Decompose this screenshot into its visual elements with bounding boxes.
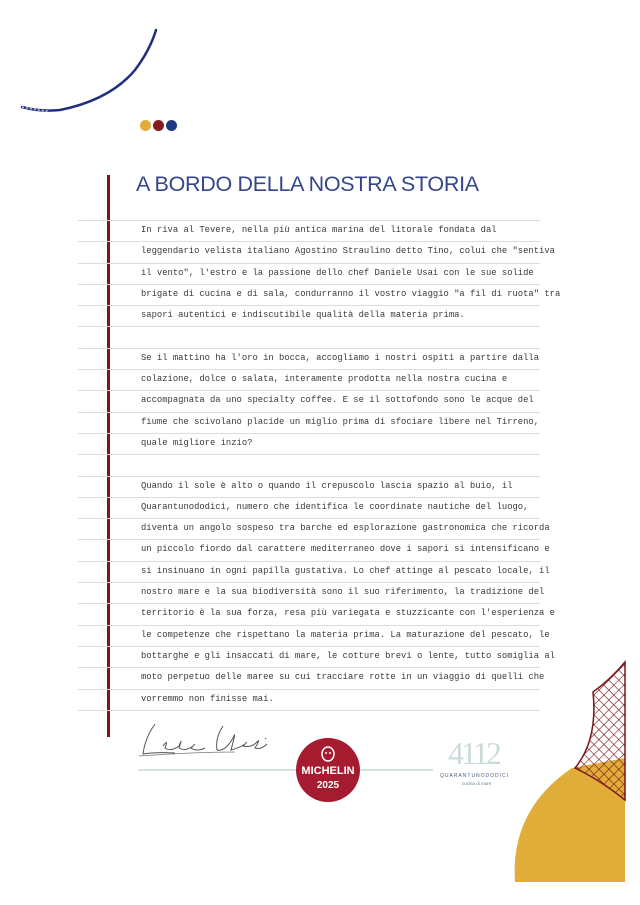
line-text: nostro mare e la sua biodiversità sono il suo riferimento, la tradizione del [141, 587, 545, 598]
line-text: colazione, dolce o salata, interamente prodotta nella nostra cucina e [141, 374, 508, 385]
logo-name: QUARANTUNODODICI [440, 773, 510, 779]
brush-stroke-decoration [0, 0, 170, 120]
line-text: In riva al Tevere, nella più antica marina del litorale fondata dal [141, 225, 497, 235]
line-text: territorio è la sua forza, resa più variegata e stuzzicante con l'esperienza e [141, 608, 555, 619]
text-line [78, 370, 540, 391]
text-line [78, 413, 540, 434]
line-text: vorremmo non finisse mai. [141, 693, 274, 704]
text-line [78, 306, 540, 327]
yellow-dot [140, 120, 151, 131]
text-line [78, 668, 545, 689]
line-text: bottarghe e gli insaccati di mare, le cotture brevi o lente, tutto somiglia al [141, 650, 555, 661]
michelin-year: 2025 [316, 780, 340, 791]
line-text: Quando il sole è alto o quando il crepuscolo lascia spazio al buio, il [141, 480, 513, 491]
line-text: accompagnata da uno specialty coffee. E se il sottofondo sono le acque del [141, 395, 534, 406]
signature [135, 718, 285, 763]
blank-line [78, 455, 540, 476]
line-text: brigate di cucina e di sala, condurranno il vostro viaggio "a fil di ruota" tra [141, 288, 561, 299]
blank-line [78, 327, 540, 348]
text-line [78, 349, 540, 370]
text-line [78, 647, 555, 668]
line-text: leggendario velista italiano Agostino Straulino detto Tino, colui che "sentiva [141, 246, 555, 257]
text-line [78, 285, 561, 306]
text-line [78, 264, 540, 285]
text-line [78, 221, 540, 242]
line-text: diventa un angolo sospeso tra barche ed esplorazione gastronomica che ricorda [141, 523, 550, 534]
michelin-badge [296, 738, 360, 802]
text-line [78, 477, 540, 498]
page-title: A BORDO DELLA NOSTRA STORIA [136, 172, 479, 196]
text-line [78, 391, 540, 412]
amphora-illustration [500, 650, 640, 905]
text-line [78, 690, 540, 711]
text-line [78, 434, 540, 455]
line-text: moto perpetuo delle maree su cui tracciare rotte in un viaggio di quelli che [141, 672, 545, 683]
line-text: un piccolo fiordo dal carattere mediterraneo dove i sapori si intensificano e [141, 544, 550, 555]
line-text: Quarantunododici, numero che identifica le coordinate nautiche del luogo, [141, 501, 529, 512]
line-text: Se il mattino ha l'oro in bocca, accogliamo i nostri ospiti a partire dalla [141, 352, 540, 363]
line-text: si insinuano in ogni papilla gustativa. Lo chef attinge al pescato locale, il [141, 565, 550, 576]
text-line [78, 604, 555, 625]
logo-tagline: cucina di mare [462, 781, 492, 786]
michelin-label: MICHELIN [301, 765, 355, 777]
line-text: fiume che scivolano placide un miglio prima di sfociare libere nel Tirreno, [141, 416, 540, 427]
line-text: quale migliore inzio? [141, 437, 253, 448]
red-dot [153, 120, 164, 131]
text-line [78, 626, 550, 647]
footer-divider [138, 769, 433, 771]
text-line [78, 242, 555, 263]
line-text: il vento", l'estro e la passione dello chef Daniele Usai con le sue solide [141, 267, 534, 278]
text-line [78, 562, 550, 583]
line-text: sapori autentici e indiscutibile qualità della materia prima. [141, 310, 465, 321]
blue-dot [166, 120, 177, 131]
text-line [78, 540, 550, 561]
text-line [78, 498, 540, 519]
line-text: le competenze che rispettano la materia prima. La maturazione del pescato, le [141, 629, 550, 640]
color-dots [140, 120, 177, 131]
text-line [78, 519, 550, 540]
ruled-text-body [78, 220, 561, 711]
michelin-bibendum-icon [321, 746, 335, 762]
logo-number: 4112 [448, 735, 499, 771]
text-line [78, 583, 545, 604]
